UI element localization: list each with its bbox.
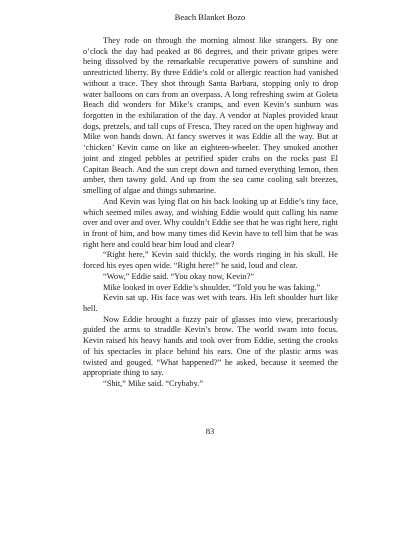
- page-number: 83: [205, 426, 215, 436]
- paragraph: Now Eddie brought a fuzzy pair of glasses into view, precariously guided the arms to straddle Kevin’s brow. The world swam into focus. Kevin raised his heavy hands and took over from Eddie, setting the crooks of his spectacles in place behind his ears. One of the plastic arms was twisted and gouged. “What happened?” he asked, because it seemed the appropriate thing to say.: [83, 314, 338, 378]
- running-head: Beach Blanket Bozo: [174, 12, 246, 22]
- paragraph: Kevin sat up. His face was wet with tears. His left shoulder hurt like hell.: [83, 293, 338, 313]
- paragraph: Mike looked in over Eddie’s shoulder. “Told you he was faking.”: [103, 282, 321, 292]
- paragraph: “Shit,” Mike said. “Crybaby.”: [103, 379, 204, 388]
- paragraph: And Kevin was lying flat on his back looking up at Eddie’s tiny face, which seemed miles away, and wishing Eddie would quit calling his name over and over and over. Why couldn’t Eddie see that he was right here, right in front of him, and how many times did Kevin have to tell him that he was right here and could hear him loud and clear?: [83, 196, 338, 249]
- paragraph: They rode on through the morning almost like strangers. By one o’clock the day had peaked at 86 degrees, and their private gripes were being dissolved by the remarkable recuperative powers of sunshine and unrestricted liberty. By three Eddie’s cold or allergic reaction had vanished without a trace. They shot through Santa Barbara, stopping only to drop water balloons on cars from an overpass. A long refreshing swim at Goleta Beach did wonders for Mike’s cramps, and even Kevin’s sunburn was forgotten in the exhilaration of the day. A vendor at Naples provided kraut dogs, pretzels, and tall cups of Fresca. They raced on the open highway and Mike won hands down. At fancy swerves it was Eddie all the way. But at ‘chicken’ Kevin came on like an eighteen-wheeler. They smoked another joint and zinged pebbles at petrified spider crabs on the rocks past El Capitan Beach. And the sun crept down and turned everything lemon, then amber, then tawny gold. And up from the sea came cooling salt breezes, smelling of algae and things submarine.: [83, 36, 338, 196]
- paragraph: “Right here,” Kevin said thickly, the words ringing in his skull. He forced his eyes open wide. “Right here!” he said, loud and clear.: [83, 250, 338, 271]
- body-text: [83, 36, 338, 390]
- paragraph: “Wow,” Eddie said. “You okay now, Kevin?”: [103, 271, 255, 281]
